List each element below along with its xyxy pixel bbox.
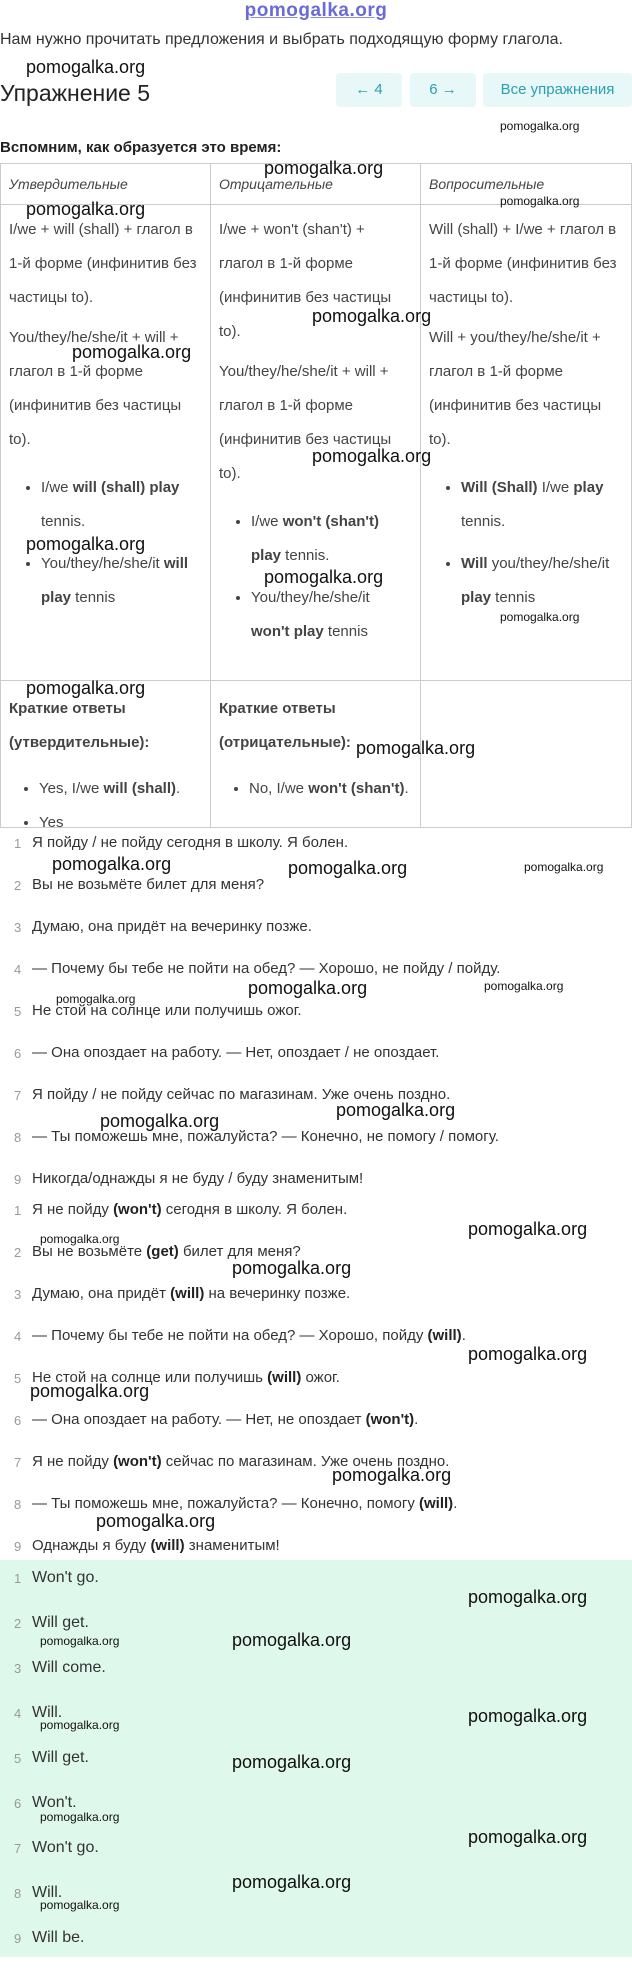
watermark: pomogalka.org [26,678,146,698]
watermark: pomogalka.org [232,1258,352,1278]
watermark: pomogalka.org [56,992,136,1006]
list-item: 4 Will. [14,1704,63,1721]
intro-text: Нам нужно прочитать предложения и выбрать подходящую форму глагола. [0,31,563,48]
negative-header: Отрицательные [211,164,420,205]
list-item: 9 Однажды я буду (will) знаменитым! [14,1537,280,1554]
watermark: pomogalka.org [312,446,432,466]
watermark: pomogalka.org [232,1630,352,1650]
watermark: pomogalka.org [26,57,146,77]
negative-example-1: • I/we won't (shan't) play tennis. [251,505,412,573]
list-item: 4 — Почему бы тебе не пойти на обед? — Хорошо, пойду (will). [14,1327,466,1344]
prev-exercise-button[interactable]: ← 4 [336,73,402,107]
list-item: 3 Думаю, она придёт на вечеринку позже. [14,918,312,935]
short-answers-positive: Краткие ответы (утвердительные): • Yes, I/we will (shall). • Yes [1,684,211,828]
next-exercise-button[interactable]: 6 → [410,73,476,107]
list-item: 6 — Она опоздает на работу. — Нет, опоздает / не опоздает. [14,1044,440,1061]
list-item: 9 Никогда/однажды я не буду / буду знаменитым! [14,1170,364,1187]
affirmative-header: Утвердительные [1,164,210,205]
negative-rule-2: You/they/he/she/it + will + глагол в 1-й форме (инфинитив без частицы to). [219,363,392,482]
question-example-2: • Will you/they/he/she/it play tennis [461,547,625,615]
watermark: pomogalka.org [232,1872,352,1892]
short-positive-cut: • Yes [39,806,203,828]
list-item: 5 Will get. [14,1749,89,1766]
list-item: 5 Не стой на солнце или получишь (will) ожог. [14,1369,340,1386]
watermark: pomogalka.org [332,1465,452,1485]
watermark: pomogalka.org [500,194,580,208]
short-answers-negative: Краткие ответы (отрицательные): • No, I/we won't (shan't). [211,684,421,814]
watermark: pomogalka.org [232,1752,352,1772]
watermark: pomogalka.org [40,1898,120,1912]
list-item: 7 Won't go. [14,1839,99,1856]
watermark: pomogalka.org [26,534,146,554]
list-item: 2 Вы не возьмёте билет для меня? [14,876,265,893]
list-item: 8 Will. [14,1884,63,1901]
list-item: 1 Я не пойду (won't) сегодня в школу. Я болен. [14,1201,348,1218]
site-logo[interactable]: pomogalka.org [244,0,388,21]
affirmative-rule-2: You/they/he/she/it + will + глагол в 1-й форме (инфинитив без частицы to). [9,329,182,448]
watermark: pomogalka.org [500,610,580,624]
watermark: pomogalka.org [468,1344,588,1364]
watermark: pomogalka.org [468,1219,588,1239]
rules-table [0,163,632,828]
short-positive-example: • Yes, I/we will (shall). [39,772,203,806]
watermark: pomogalka.org [40,1634,120,1648]
list-item: 5 Не стой на солнце или получишь ожог. [14,1002,302,1019]
list-item: 6 Won't. [14,1794,77,1811]
affirmative-example-2: • You/they/he/she/it will play tennis [41,547,202,615]
question-rule-1: Will (shall) + I/we + глагол в 1-й форме (инфинитив без частицы to). [429,221,617,306]
affirmative-rule-1: I/we + will (shall) + глагол в 1-й форме (инфинитив без частицы to). [9,221,197,306]
watermark: pomogalka.org [468,1827,588,1847]
all-exercises-button[interactable]: Все упражнения [483,73,632,107]
watermark: pomogalka.org [264,567,384,587]
list-item: 7 Я не пойду (won't) сейчас по магазинам. Уже очень поздно. [14,1453,450,1470]
question-column [421,164,632,828]
watermark: pomogalka.org [468,1587,588,1607]
watermark: pomogalka.org [40,1232,120,1246]
question-rule-2: Will + you/they/he/she/it + глагол в 1-й форме (инфинитив без частицы to). [429,329,602,448]
recall-heading: Вспомним, как образуется это время: [0,139,282,156]
list-item: 2 Вы не возьмёте (get) билет для меня? [14,1243,301,1260]
watermark: pomogalka.org [500,119,580,133]
list-item: 2 Will get. [14,1614,89,1631]
watermark: pomogalka.org [264,158,384,178]
question-example-1: • Will (Shall) I/we play tennis. [461,471,625,539]
list-item: 1 Я пойду / не пойду сегодня в школу. Я болен. [14,834,349,851]
watermark: pomogalka.org [96,1511,216,1531]
watermark: pomogalka.org [26,199,146,219]
watermark: pomogalka.org [524,860,604,874]
question-header: Вопросительные [421,164,632,205]
watermark: pomogalka.org [248,978,368,998]
watermark: pomogalka.org [468,1706,588,1726]
watermark: pomogalka.org [484,979,564,993]
negative-rule-1: I/we + won't (shan't) + глагол в 1-й форме (инфинитив без частицы to). [219,221,392,340]
watermark: pomogalka.org [288,858,408,878]
watermark: pomogalka.org [52,854,172,874]
affirmative-example-1: • I/we will (shall) play tennis. [41,471,202,539]
watermark: pomogalka.org [72,342,192,362]
watermark: pomogalka.org [356,738,476,758]
watermark: pomogalka.org [40,1718,120,1732]
watermark: pomogalka.org [336,1100,456,1120]
short-negative-example: • No, I/we won't (shan't). [249,772,413,806]
watermark: pomogalka.org [100,1111,220,1131]
list-item: 8 — Ты поможешь мне, пожалуйста? — Конечно, не помогу / помогу. [14,1128,499,1145]
list-item: 1 Won't go. [14,1569,99,1586]
watermark: pomogalka.org [30,1381,150,1401]
list-item: 3 Will come. [14,1659,106,1676]
list-item: 8 — Ты поможешь мне, пожалуйста? — Конечно, помогу (will). [14,1495,458,1512]
list-item: 7 Я пойду / не пойду сейчас по магазинам. Уже очень поздно. [14,1086,451,1103]
list-item: 9 Will be. [14,1929,85,1946]
negative-example-2: • You/they/he/she/it won't play tennis [251,581,412,649]
watermark: pomogalka.org [40,1810,120,1824]
list-item: 6 — Она опоздает на работу. — Нет, не опоздает (won't). [14,1411,419,1428]
list-item: 4 — Почему бы тебе не пойти на обед? — Хорошо, не пойду / пойду. [14,960,501,977]
list-item: 3 Думаю, она придёт (will) на вечеринку позже. [14,1285,351,1302]
watermark: pomogalka.org [312,306,432,326]
exercise-title: Упражнение 5 [0,80,151,106]
